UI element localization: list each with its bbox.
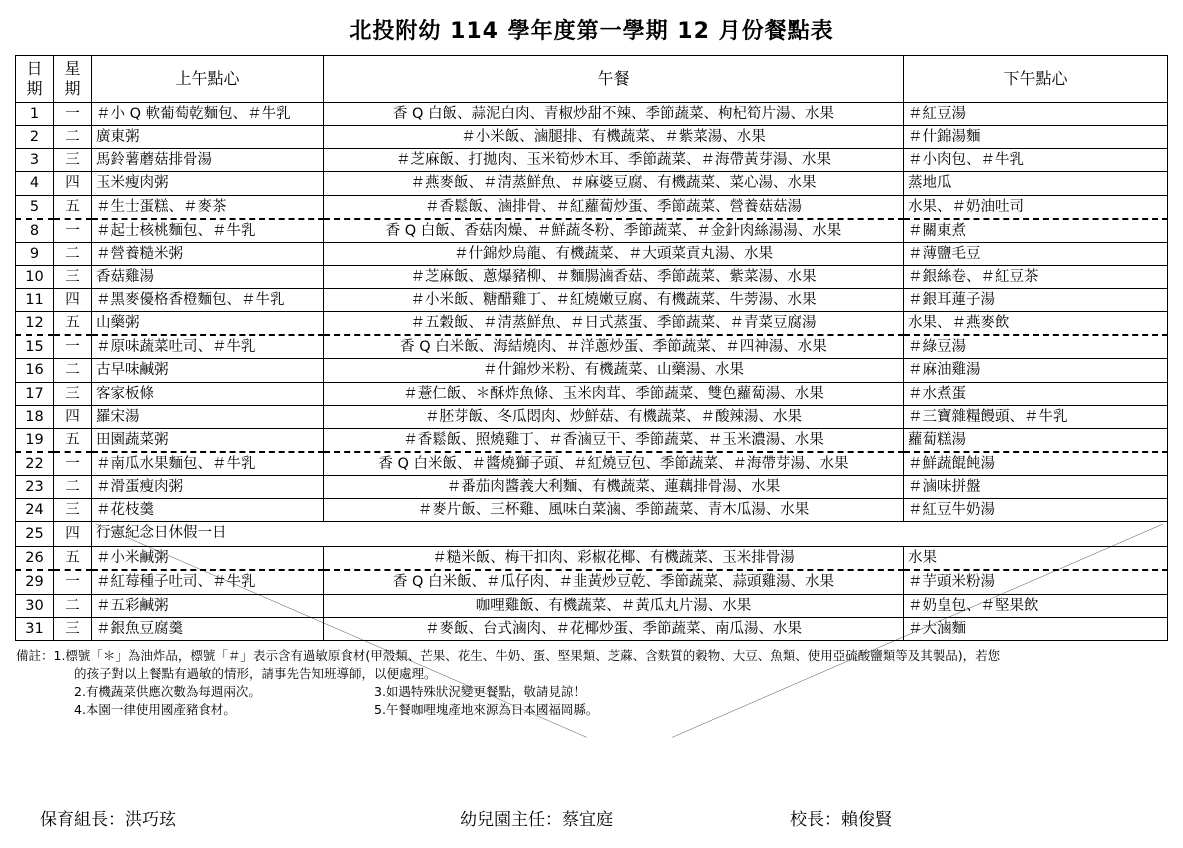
cell-afternoon-snack: 水果、＃燕麥飲 bbox=[904, 312, 1168, 336]
cell-lunch: ＃什錦炒米粉、有機蔬菜、山藥湯、水果 bbox=[324, 359, 904, 382]
cell-date: 22 bbox=[16, 452, 54, 476]
cell-morning-snack: 山藥粥 bbox=[92, 312, 324, 336]
note-line-3b: 3.如遇特殊狀況變更餐點，敬請見諒！ bbox=[374, 684, 586, 699]
cell-morning-snack: 玉米瘦肉粥 bbox=[92, 172, 324, 195]
strikethrough-line bbox=[96, 524, 1163, 737]
table-row bbox=[16, 172, 1168, 195]
cell-weekday: 三 bbox=[54, 499, 92, 522]
cell-morning-snack: ＃原味蔬菜吐司、＃牛乳 bbox=[92, 335, 324, 359]
cell-lunch: ＃胚芽飯、冬瓜悶肉、炒鮮菇、有機蔬菜、＃酸辣湯、水果 bbox=[324, 405, 904, 428]
note-line-1: 備註：1.標號「＊」為油炸品，標號「＃」表示含有過敏原食材(甲殼類、芒果、花生、牛奶、蛋、堅果類、芝蔴、含麩質的穀物、大豆、魚類、使用亞硫酸鹽類等及其製品)，若您 bbox=[16, 647, 1001, 663]
cell-lunch: ＃小米飯、糖醋雞丁、＃紅燒嫩豆腐、有機蔬菜、牛蒡湯、水果 bbox=[324, 289, 904, 312]
cell-lunch: 香 Q 白飯、蒜泥白肉、青椒炒甜不辣、季節蔬菜、枸杞筍片湯、水果 bbox=[324, 103, 904, 126]
cell-afternoon-snack: ＃三寶雜糧饅頭、＃牛乳 bbox=[904, 405, 1168, 428]
table-row bbox=[16, 242, 1168, 265]
cell-morning-snack: ＃起士核桃麵包、＃牛乳 bbox=[92, 219, 324, 243]
cell-morning-snack: ＃滑蛋瘦肉粥 bbox=[92, 476, 324, 499]
cell-date: 29 bbox=[16, 570, 54, 594]
table-body bbox=[16, 103, 1168, 641]
cell-afternoon-snack: ＃紅豆湯 bbox=[904, 103, 1168, 126]
cell-date: 26 bbox=[16, 547, 54, 571]
cell-lunch: ＃芝麻飯、蔥爆豬柳、＃麵腸滷香菇、季節蔬菜、紫菜湯、水果 bbox=[324, 265, 904, 288]
cell-lunch: ＃小米飯、滷腿排、有機蔬菜、＃紫菜湯、水果 bbox=[324, 126, 904, 149]
cell-afternoon-snack: ＃小肉包、＃牛乳 bbox=[904, 149, 1168, 172]
cell-date: 18 bbox=[16, 405, 54, 428]
cell-afternoon-snack: ＃麻油雞湯 bbox=[904, 359, 1168, 382]
note-line-4a: 4.本園一律使用國產豬食材。 bbox=[74, 702, 236, 718]
cell-morning-snack: ＃紅莓種子吐司、＃牛乳 bbox=[92, 570, 324, 594]
table-row bbox=[16, 382, 1168, 405]
cell-date: 8 bbox=[16, 219, 54, 243]
cell-weekday: 三 bbox=[54, 149, 92, 172]
cell-lunch: 香 Q 白米飯、＃瓜仔肉、＃韭黃炒豆乾、季節蔬菜、蒜頭雞湯、水果 bbox=[324, 570, 904, 594]
cell-afternoon-snack: ＃鮮蔬餛飩湯 bbox=[904, 452, 1168, 476]
cell-morning-snack: ＃生士蛋糕、＃麥茶 bbox=[92, 195, 324, 219]
cell-date: 19 bbox=[16, 428, 54, 452]
table-header-row bbox=[16, 56, 1168, 103]
cell-date: 31 bbox=[16, 617, 54, 640]
cell-lunch: 香 Q 白米飯、海結燒肉、＃洋蔥炒蛋、季節蔬菜、＃四神湯、水果 bbox=[324, 335, 904, 359]
cell-weekday: 三 bbox=[54, 617, 92, 640]
cell-lunch: ＃燕麥飯、＃清蒸鮮魚、＃麻婆豆腐、有機蔬菜、菜心湯、水果 bbox=[324, 172, 904, 195]
cell-afternoon-snack: ＃滷味拼盤 bbox=[904, 476, 1168, 499]
cell-morning-snack: 香菇雞湯 bbox=[92, 265, 324, 288]
cell-date: 16 bbox=[16, 359, 54, 382]
table-row bbox=[16, 312, 1168, 336]
table-row bbox=[16, 289, 1168, 312]
table-row bbox=[16, 149, 1168, 172]
cell-weekday: 四 bbox=[54, 522, 92, 547]
table-row bbox=[16, 522, 1168, 547]
cell-weekday: 四 bbox=[54, 172, 92, 195]
cell-lunch: ＃芝麻飯、打拋肉、玉米筍炒木耳、季節蔬菜、＃海帶黃芽湯、水果 bbox=[324, 149, 904, 172]
table-row bbox=[16, 335, 1168, 359]
cell-morning-snack: ＃南瓜水果麵包、＃牛乳 bbox=[92, 452, 324, 476]
cell-morning-snack: ＃五彩鹹粥 bbox=[92, 594, 324, 617]
cell-weekday: 三 bbox=[54, 265, 92, 288]
cell-afternoon-snack: ＃芋頭米粉湯 bbox=[904, 570, 1168, 594]
cell-morning-snack: 廣東粥 bbox=[92, 126, 324, 149]
column-header-date: 日期 bbox=[16, 56, 54, 103]
cell-date: 11 bbox=[16, 289, 54, 312]
note-line-4b: 5.午餐咖哩塊產地來源為日本國福岡縣。 bbox=[374, 702, 599, 718]
cell-afternoon-snack: ＃大滷麵 bbox=[904, 617, 1168, 640]
cell-weekday: 三 bbox=[54, 382, 92, 405]
cell-weekday: 五 bbox=[54, 547, 92, 571]
cell-weekday: 二 bbox=[54, 126, 92, 149]
cell-weekday: 一 bbox=[54, 570, 92, 594]
cell-morning-snack: ＃花枝羹 bbox=[92, 499, 324, 522]
cell-lunch: ＃薏仁飯、＊酥炸魚條、玉米肉茸、季節蔬菜、雙色蘿蔔湯、水果 bbox=[324, 382, 904, 405]
cell-afternoon-snack: ＃銀絲卷、＃紅豆茶 bbox=[904, 265, 1168, 288]
cell-weekday: 四 bbox=[54, 289, 92, 312]
cell-afternoon-snack: 蒸地瓜 bbox=[904, 172, 1168, 195]
cell-afternoon-snack: 蘿蔔糕湯 bbox=[904, 428, 1168, 452]
cell-weekday: 五 bbox=[54, 195, 92, 219]
cell-afternoon-snack: ＃水煮蛋 bbox=[904, 382, 1168, 405]
cell-weekday: 一 bbox=[54, 219, 92, 243]
cell-afternoon-snack: ＃奶皇包、＃堅果飲 bbox=[904, 594, 1168, 617]
cell-morning-snack: ＃營養糙米粥 bbox=[92, 242, 324, 265]
cell-morning-snack: 馬鈴薯蘑菇排骨湯 bbox=[92, 149, 324, 172]
cell-afternoon-snack: ＃什錦湯麵 bbox=[904, 126, 1168, 149]
cell-weekday: 二 bbox=[54, 359, 92, 382]
table-row bbox=[16, 428, 1168, 452]
cell-lunch: ＃五穀飯、＃清蒸鮮魚、＃日式蒸蛋、季節蔬菜、＃青菜豆腐湯 bbox=[324, 312, 904, 336]
cell-date: 1 bbox=[16, 103, 54, 126]
page-title: 北投附幼 114 學年度第一學期 12 月份餐點表 bbox=[349, 19, 834, 44]
table-row bbox=[16, 359, 1168, 382]
cell-lunch: ＃糙米飯、梅干扣肉、彩椒花椰、有機蔬菜、玉米排骨湯 bbox=[324, 547, 904, 571]
cell-lunch: 咖哩雞飯、有機蔬菜、＃黃瓜丸片湯、水果 bbox=[324, 594, 904, 617]
cell-morning-snack: ＃小 Q 軟葡萄乾麵包、＃牛乳 bbox=[92, 103, 324, 126]
table-row bbox=[16, 103, 1168, 126]
cell-date: 12 bbox=[16, 312, 54, 336]
cell-morning-snack: ＃小米鹹粥 bbox=[92, 547, 324, 571]
holiday-label: 行憲紀念日休假一日 bbox=[96, 525, 227, 542]
cell-weekday: 二 bbox=[54, 594, 92, 617]
table-row bbox=[16, 405, 1168, 428]
column-header-lunch: 午餐 bbox=[324, 56, 904, 103]
note-line-3a: 2.有機蔬菜供應次數為每週兩次。 bbox=[74, 684, 261, 699]
cell-weekday: 五 bbox=[54, 312, 92, 336]
cell-date: 25 bbox=[16, 522, 54, 547]
signature-kindergarten-director: 幼兒園主任：蔡宜庭 bbox=[460, 810, 613, 830]
cell-morning-snack: ＃黑麥優格香橙麵包、＃牛乳 bbox=[92, 289, 324, 312]
cell-date: 3 bbox=[16, 149, 54, 172]
table-row bbox=[16, 126, 1168, 149]
cell-date: 2 bbox=[16, 126, 54, 149]
cell-weekday: 二 bbox=[54, 242, 92, 265]
cell-lunch: ＃麥片飯、三杯雞、風味白菜滷、季節蔬菜、青木瓜湯、水果 bbox=[324, 499, 904, 522]
cell-date: 4 bbox=[16, 172, 54, 195]
cell-date: 17 bbox=[16, 382, 54, 405]
cell-morning-snack: 古早味鹹粥 bbox=[92, 359, 324, 382]
table-row bbox=[16, 499, 1168, 522]
cell-morning-snack: 田園蔬菜粥 bbox=[92, 428, 324, 452]
cell-date: 10 bbox=[16, 265, 54, 288]
column-header-afternoon-snack: 下午點心 bbox=[904, 56, 1168, 103]
cell-date: 30 bbox=[16, 594, 54, 617]
cell-afternoon-snack: ＃紅豆牛奶湯 bbox=[904, 499, 1168, 522]
cell-lunch: ＃香鬆飯、照燒雞丁、＃香滷豆干、季節蔬菜、＃玉米濃湯、水果 bbox=[324, 428, 904, 452]
table-row bbox=[16, 476, 1168, 499]
cell-date: 23 bbox=[16, 476, 54, 499]
cell-morning-snack: ＃銀魚豆腐羹 bbox=[92, 617, 324, 640]
column-header-morning-snack: 上午點心 bbox=[92, 56, 324, 103]
cell-lunch: 香 Q 白飯、香菇肉燥、＃鮮蔬冬粉、季節蔬菜、＃金針肉絲湯湯、水果 bbox=[324, 219, 904, 243]
table-row bbox=[16, 265, 1168, 288]
menu-document bbox=[0, 14, 1183, 848]
cell-weekday: 一 bbox=[54, 335, 92, 359]
cell-lunch: ＃香鬆飯、滷排骨、＃紅蘿蔔炒蛋、季節蔬菜、營養菇菇湯 bbox=[324, 195, 904, 219]
cell-morning-snack: 客家板條 bbox=[92, 382, 324, 405]
cell-date: 15 bbox=[16, 335, 54, 359]
cell-date: 5 bbox=[16, 195, 54, 219]
cell-weekday: 一 bbox=[54, 103, 92, 126]
cell-afternoon-snack: ＃薄鹽毛豆 bbox=[904, 242, 1168, 265]
signature-childcare-lead: 保育組長：洪巧玹 bbox=[40, 810, 176, 830]
cell-afternoon-snack: 水果、＃奶油吐司 bbox=[904, 195, 1168, 219]
signature-row bbox=[0, 805, 1183, 830]
cell-lunch: ＃什錦炒烏龍、有機蔬菜、＃大頭菜貢丸湯、水果 bbox=[324, 242, 904, 265]
cell-afternoon-snack: ＃關東煮 bbox=[904, 219, 1168, 243]
cell-lunch: ＃番茄肉醬義大利麵、有機蔬菜、蓮藕排骨湯、水果 bbox=[324, 476, 904, 499]
table-row bbox=[16, 195, 1168, 219]
cell-lunch: ＃麥飯、台式滷肉、＃花椰炒蛋、季節蔬菜、南瓜湯、水果 bbox=[324, 617, 904, 640]
cell-weekday: 二 bbox=[54, 476, 92, 499]
table-row bbox=[16, 452, 1168, 476]
cell-afternoon-snack: 水果 bbox=[904, 547, 1168, 571]
cell-morning-snack: 羅宋湯 bbox=[92, 405, 324, 428]
menu-table bbox=[15, 55, 1168, 641]
cell-weekday: 四 bbox=[54, 405, 92, 428]
cell-holiday bbox=[92, 522, 1168, 547]
cell-weekday: 一 bbox=[54, 452, 92, 476]
cell-date: 9 bbox=[16, 242, 54, 265]
cell-afternoon-snack: ＃銀耳蓮子湯 bbox=[904, 289, 1168, 312]
signature-principal: 校長：賴俊賢 bbox=[790, 810, 892, 830]
cell-lunch: 香 Q 白米飯、＃醬燒獅子頭、＃紅燒豆包、季節蔬菜、＃海帶芽湯、水果 bbox=[324, 452, 904, 476]
cell-date: 24 bbox=[16, 499, 54, 522]
column-header-weekday: 星期 bbox=[54, 56, 92, 103]
table-row bbox=[16, 219, 1168, 243]
cell-afternoon-snack: ＃綠豆湯 bbox=[904, 335, 1168, 359]
cell-weekday: 五 bbox=[54, 428, 92, 452]
note-line-2: 的孩子對以上餐點有過敏的情形，請事先告知班導師，以便處理。 bbox=[74, 665, 437, 681]
